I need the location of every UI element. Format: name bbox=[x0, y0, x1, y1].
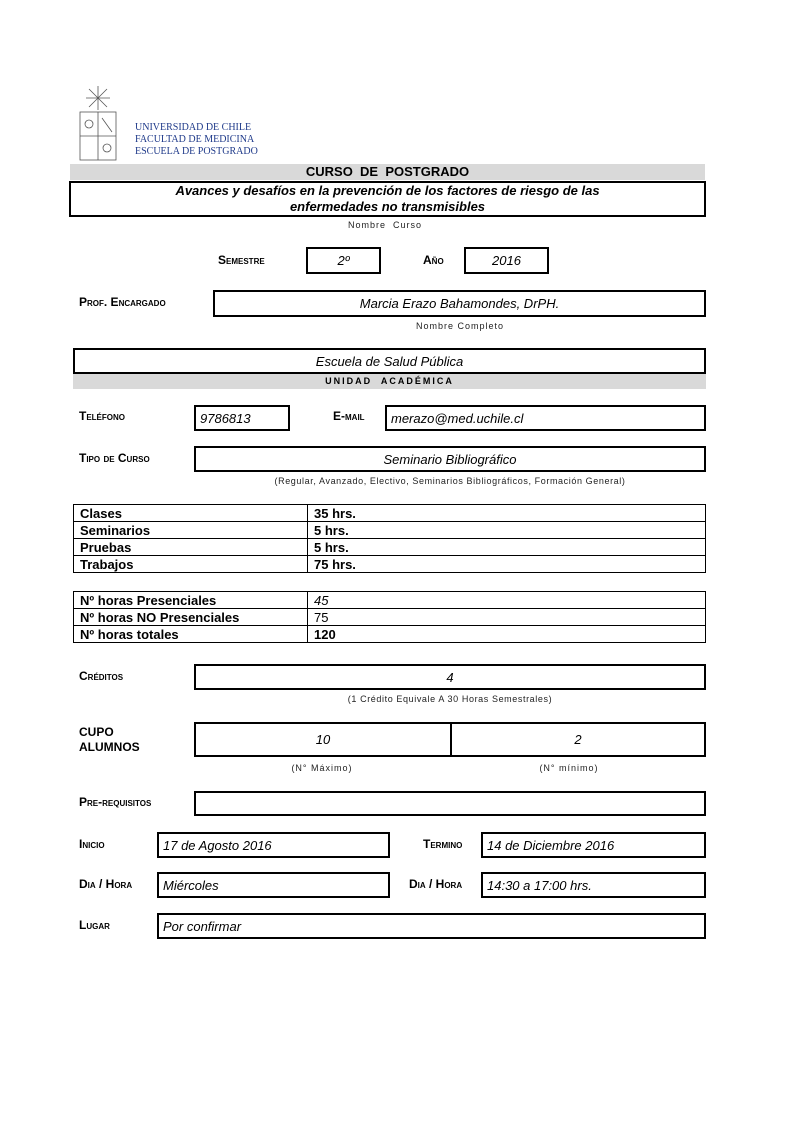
table-row bbox=[74, 505, 706, 522]
anio-field[interactable]: 2016 bbox=[464, 247, 549, 274]
lugar-field[interactable]: Por confirmar bbox=[157, 913, 706, 939]
cupo-label-line1: CUPO bbox=[79, 725, 114, 739]
row-value[interactable]: 5 hrs. bbox=[308, 539, 706, 556]
email-label: E-mail bbox=[333, 409, 365, 423]
row-label: Nº horas NO Presenciales bbox=[74, 609, 308, 626]
semestre-label: Semestre bbox=[218, 253, 265, 267]
anio-label: Año bbox=[423, 253, 444, 267]
tipo-caption: (Regular, Avanzado, Electivo, Seminarios Bibliográficos, Formación General) bbox=[274, 476, 626, 486]
tipo-field[interactable]: Seminario Bibliográfico bbox=[194, 446, 706, 472]
profesor-label: Prof. Encargado bbox=[79, 295, 166, 309]
cupo-label bbox=[79, 725, 140, 755]
lugar-label: Lugar bbox=[79, 918, 110, 932]
course-name-field[interactable] bbox=[69, 181, 706, 217]
row-value[interactable]: 75 hrs. bbox=[308, 556, 706, 573]
row-value[interactable]: 5 hrs. bbox=[308, 522, 706, 539]
course-name-caption: Nombre Curso bbox=[347, 220, 423, 230]
dia-field[interactable]: Miércoles bbox=[157, 872, 390, 898]
profesor-field[interactable]: Marcia Erazo Bahamondes, DrPH. bbox=[213, 290, 706, 317]
table-row bbox=[74, 539, 706, 556]
prereq-field[interactable] bbox=[194, 791, 706, 816]
row-label: Nº horas Presenciales bbox=[74, 592, 308, 609]
creditos-label: Créditos bbox=[79, 669, 124, 683]
table-row bbox=[74, 592, 706, 609]
school-line: ESCUELA DE POSTGRADO bbox=[135, 146, 258, 157]
cupo-min-field[interactable]: 2 bbox=[450, 722, 706, 757]
telefono-field[interactable]: 9786813 bbox=[194, 405, 290, 431]
university-line: UNIVERSIDAD DE CHILE bbox=[135, 122, 252, 133]
prereq-label: Pre-requisitos bbox=[79, 795, 152, 809]
row-label: Clases bbox=[74, 505, 308, 522]
table-row bbox=[74, 556, 706, 573]
dia-label: Dia / Hora bbox=[79, 877, 133, 891]
email-field[interactable]: merazo@med.uchile.cl bbox=[385, 405, 706, 431]
table-row bbox=[74, 522, 706, 539]
unidad-field[interactable]: Escuela de Salud Pública bbox=[73, 348, 706, 374]
profesor-caption: Nombre Completo bbox=[415, 321, 505, 331]
course-name-line1: Avances y desafíos en la prevención de los factores de riesgo de las bbox=[175, 183, 600, 198]
row-value[interactable]: 35 hrs. bbox=[308, 505, 706, 522]
creditos-caption: (1 Crédito Equivale A 30 Horas Semestrales) bbox=[347, 694, 553, 704]
row-value[interactable]: 120 bbox=[308, 626, 706, 643]
termino-field[interactable]: 14 de Diciembre 2016 bbox=[481, 832, 706, 858]
banner-title: CURSO DE POSTGRADO bbox=[70, 164, 705, 180]
institution-name bbox=[135, 122, 258, 158]
row-label: Pruebas bbox=[74, 539, 308, 556]
row-label: Nº horas totales bbox=[74, 626, 308, 643]
hora-label: Dia / Hora bbox=[409, 877, 463, 891]
table-row bbox=[74, 626, 706, 643]
totals-table bbox=[73, 591, 706, 643]
termino-label: Termino bbox=[423, 837, 463, 851]
inicio-label: Inicio bbox=[79, 837, 105, 851]
creditos-field[interactable]: 4 bbox=[194, 664, 706, 690]
cupo-max-caption: (N° Máximo) bbox=[291, 763, 353, 773]
hours-table bbox=[73, 504, 706, 573]
cupo-label-line2: ALUMNOS bbox=[79, 740, 140, 754]
row-value[interactable]: 45 bbox=[308, 592, 706, 609]
row-label: Trabajos bbox=[74, 556, 308, 573]
table-row bbox=[74, 609, 706, 626]
faculty-line: FACULTAD DE MEDICINA bbox=[135, 134, 255, 145]
row-value[interactable]: 75 bbox=[308, 609, 706, 626]
semestre-field[interactable]: 2º bbox=[306, 247, 381, 274]
telefono-label: Teléfono bbox=[79, 409, 125, 423]
cupo-max-field[interactable]: 10 bbox=[194, 722, 452, 757]
hora-field[interactable]: 14:30 a 17:00 hrs. bbox=[481, 872, 706, 898]
unidad-caption: UNIDAD ACADÉMICA bbox=[73, 374, 706, 389]
inicio-field[interactable]: 17 de Agosto 2016 bbox=[157, 832, 390, 858]
university-logo bbox=[78, 84, 118, 162]
row-label: Seminarios bbox=[74, 522, 308, 539]
cupo-min-caption: (N° mínimo) bbox=[539, 763, 599, 773]
course-name-line2: enfermedades no transmisibles bbox=[289, 199, 486, 214]
tipo-label: Tipo de Curso bbox=[79, 451, 150, 465]
